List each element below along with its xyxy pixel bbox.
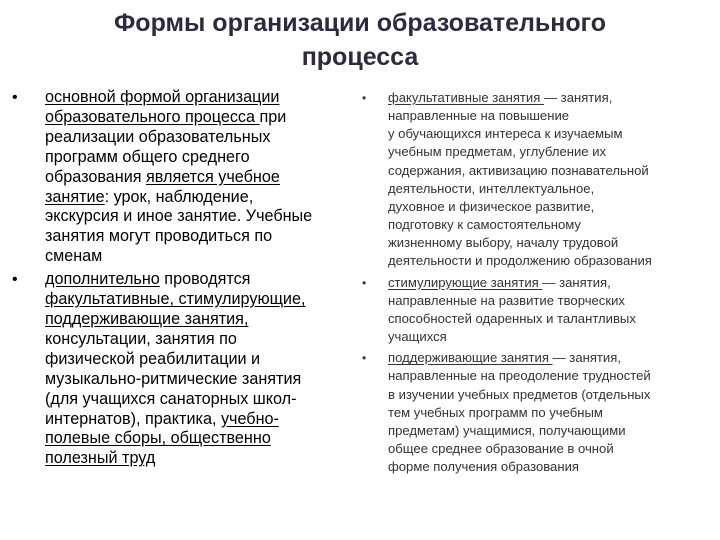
left-column bbox=[12, 88, 352, 469]
right-item2-line4: учащихся bbox=[388, 329, 447, 345]
left-item1-line7: экскурсия и иное занятие. Учебные bbox=[45, 207, 313, 226]
right-bullet-elective bbox=[354, 89, 716, 271]
right-item2-line1b: — занятия, bbox=[542, 274, 611, 290]
left-item1-line4: программ общего среднего bbox=[45, 147, 250, 166]
right-item2-line1a: стимулирующие занятия bbox=[388, 274, 543, 290]
left-item1-line2b: при bbox=[259, 107, 287, 126]
left-item1-line5b: является учебное bbox=[146, 167, 280, 186]
right-item3-line3: в изучении учебных предметов (отдельных bbox=[388, 386, 651, 402]
right-item1-line7: духовное и физическое развитие, bbox=[388, 198, 595, 214]
right-item1-line8: подготовку к самостоятельному bbox=[388, 217, 581, 233]
slide-title-line-1: Формы организации образовательного bbox=[113, 9, 607, 37]
left-item2-line10: полезный труд bbox=[45, 449, 156, 468]
left-item1-line1: основной формой организации bbox=[45, 88, 280, 106]
right-item3-line1b: — занятия, bbox=[552, 350, 621, 366]
right-bullet-stimulating bbox=[354, 274, 716, 347]
left-item2-line8a: интернатов), практика, bbox=[45, 409, 221, 428]
left-item2-line1b: проводятся bbox=[159, 270, 251, 289]
left-item2-line4: консультации, занятия по bbox=[45, 329, 237, 348]
right-item2-line3: способностей одаренных и талантливых bbox=[388, 310, 636, 326]
right-item3-line2: направленные на преодоление трудностей bbox=[388, 368, 651, 384]
right-item1-line10: деятельности и продолжению образования bbox=[388, 253, 652, 269]
left-item2-line1a: дополнительно bbox=[45, 270, 160, 289]
right-item3-line5: предметам) учащимися, получающими bbox=[388, 422, 626, 438]
right-item3-line1a: поддерживающие занятия bbox=[388, 350, 553, 366]
left-item1-line5a: образования bbox=[45, 167, 147, 186]
slide-title bbox=[40, 6, 680, 74]
left-item2-line6: музыкально-ритмические занятия bbox=[45, 369, 302, 388]
right-item3-line7: форме получения образования bbox=[388, 459, 579, 475]
right-item3-line4: тем учебных программ по учебным bbox=[388, 404, 603, 420]
left-item1-line2a: образовательного процесса bbox=[45, 107, 260, 126]
left-item2-line2: факультативные, стимулирующие, bbox=[45, 290, 306, 309]
left-item1-line9: сменам bbox=[45, 247, 103, 266]
left-item2-line3: поддерживающие занятия, bbox=[45, 309, 249, 328]
bullet-icon: • bbox=[12, 89, 18, 106]
right-item1-line9: жизненному выбору, началу трудовой bbox=[388, 235, 619, 251]
left-item2-line7: (для учащихся санаторных школ- bbox=[45, 389, 297, 408]
right-bullet-supporting bbox=[354, 349, 716, 476]
left-bullet-list bbox=[12, 88, 352, 469]
right-item1-line5: содержания, активизацию познавательной bbox=[388, 162, 649, 178]
right-bullet-list bbox=[354, 89, 716, 476]
left-item1-line3: реализации образовательных bbox=[45, 127, 271, 146]
right-column bbox=[354, 89, 716, 476]
right-item3-line6: общее среднее образование в очной bbox=[388, 440, 614, 456]
left-item1-line6a: занятие bbox=[45, 187, 105, 206]
left-item1-line8: занятия могут проводиться по bbox=[45, 227, 273, 246]
slide-title-line-2: процесса bbox=[301, 43, 419, 71]
right-item2-line2: направленные на развитие творческих bbox=[388, 292, 625, 308]
left-item2-line8b: учебно- bbox=[220, 409, 279, 428]
right-item1-line1b: — занятия, bbox=[543, 90, 613, 105]
right-item1-line3: у обучающихся интереса к изучаемым bbox=[388, 126, 623, 142]
left-bullet-additional bbox=[12, 270, 352, 469]
left-item1-line6b: : урок, наблюдение, bbox=[104, 187, 254, 206]
bullet-icon: • bbox=[12, 271, 18, 289]
bullet-icon: • bbox=[362, 351, 367, 366]
right-item1-line1a: факультативные занятия bbox=[388, 90, 544, 105]
right-item1-line6: деятельности, интеллектуальное, bbox=[388, 180, 595, 196]
bullet-icon: • bbox=[362, 275, 367, 290]
bullet-icon: • bbox=[362, 91, 367, 105]
right-item1-line2: направленные на повышение bbox=[388, 108, 570, 124]
left-bullet-main-form bbox=[12, 88, 352, 267]
left-item2-line9: полевые сборы, общественно bbox=[45, 429, 271, 448]
right-item1-line4: учебным предметам, углубление их bbox=[388, 144, 607, 160]
left-item2-line5: физической реабилитации и bbox=[45, 349, 261, 368]
